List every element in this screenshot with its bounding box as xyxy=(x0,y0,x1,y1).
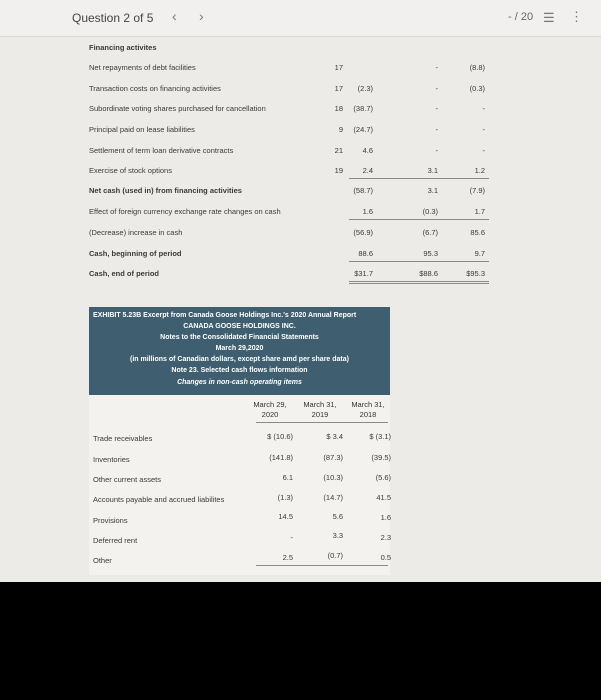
value-2020: 2.4 xyxy=(362,166,373,175)
row-label: Subordinate voting shares purchased for cancellation xyxy=(89,104,266,113)
total-double-rule xyxy=(349,283,489,284)
row-label: Transaction costs on financing activities xyxy=(89,84,221,93)
value-2019: $88.6 xyxy=(419,269,438,278)
row-label: Settlement of term loan derivative contracts xyxy=(89,146,234,155)
value-2019: 5.6 xyxy=(332,512,343,521)
previous-question-icon[interactable]: ‹ xyxy=(172,8,177,24)
value-2020: 1.6 xyxy=(362,207,373,216)
header-date: March 29, xyxy=(253,400,287,409)
value-2019: 3.1 xyxy=(427,166,438,175)
row-label: Other xyxy=(93,556,112,565)
row-label: Net repayments of debt facilities xyxy=(89,63,196,72)
column-header xyxy=(248,400,292,420)
value-2018: 0.5 xyxy=(380,553,391,562)
value-2019: - xyxy=(435,63,438,72)
value-2019: (10.3) xyxy=(323,473,343,482)
more-options-icon[interactable]: ⋮ xyxy=(570,9,583,24)
value-2020: 88.6 xyxy=(358,249,373,258)
header-date: March 31, xyxy=(351,400,385,409)
row-label: Cash, end of period xyxy=(89,269,160,278)
value-2018: 2.3 xyxy=(380,533,391,542)
value-2020: 14.5 xyxy=(278,512,293,521)
value-2019: (0.3) xyxy=(422,207,438,216)
value-2020: 2.5 xyxy=(282,553,293,562)
row-label: (Decrease) increase in cash xyxy=(89,228,183,237)
value-2020: (24.7) xyxy=(353,125,373,134)
value-2020: (141.8) xyxy=(269,453,293,462)
row-label: Deferred rent xyxy=(93,536,138,545)
value-2018: (8.8) xyxy=(469,63,485,72)
financing-section-heading: Financing activites xyxy=(89,43,157,52)
row-label: Other current assets xyxy=(93,475,161,484)
subtotal-rule xyxy=(349,219,489,220)
value-2019: $ 3.4 xyxy=(326,432,343,441)
value-2020: (1.3) xyxy=(277,493,293,502)
value-2019: - xyxy=(435,125,438,134)
score-indicator: - / 20 xyxy=(508,11,534,23)
note-ref: 19 xyxy=(334,166,343,175)
value-2020: (56.9) xyxy=(353,228,373,237)
question-title: Question 2 of 5 xyxy=(72,11,154,25)
header-year: 2020 xyxy=(261,410,279,419)
value-2019: - xyxy=(435,146,438,155)
note-title: Note 23. Selected cash flows information xyxy=(171,367,308,374)
row-label: Principal paid on lease liabilities xyxy=(89,125,195,134)
value-2018: (39.5) xyxy=(371,453,391,462)
total-rule xyxy=(256,565,388,566)
column-header xyxy=(346,400,390,420)
row-label: Trade receivables xyxy=(93,434,153,443)
value-2020: (38.7) xyxy=(353,104,373,113)
table-caption: Changes in non-cash operating items xyxy=(177,379,302,386)
note-ref: 9 xyxy=(338,125,343,134)
value-2018: 9.7 xyxy=(474,249,485,258)
column-header xyxy=(298,400,342,420)
row-label: Effect of foreign currency exchange rate changes on cash xyxy=(89,207,281,216)
value-2020: - xyxy=(290,533,293,542)
value-2018: (7.9) xyxy=(469,186,485,195)
value-2019: (87.3) xyxy=(323,453,343,462)
header-year: 2018 xyxy=(359,410,377,419)
units-note: (in millions of Canadian dollars, except share amd per share data) xyxy=(129,356,349,363)
row-label: Provisions xyxy=(93,516,128,525)
value-2020: 4.6 xyxy=(362,146,373,155)
value-2018: 41.5 xyxy=(376,493,391,502)
row-label: Cash, beginning of period xyxy=(89,249,182,258)
header-date: March 31, xyxy=(303,400,337,409)
exhibit-title: EXHIBIT 5.23B Excerpt from Canada Goose Holdings Inc.'s 2020 Annual Report xyxy=(93,312,357,319)
value-2019: - xyxy=(435,104,438,113)
statement-date: March 29,2020 xyxy=(215,345,264,352)
exhibit-header xyxy=(89,307,390,395)
value-2018: $ (3.1) xyxy=(369,432,391,441)
subtotal-rule xyxy=(349,178,489,179)
subtotal-rule xyxy=(349,261,489,262)
value-2019: 3.3 xyxy=(332,531,343,540)
notes-title: Notes to the Consolidated Financial Statements xyxy=(160,334,319,341)
total-double-rule xyxy=(349,281,489,282)
value-2019: (0.7) xyxy=(327,551,343,560)
value-2020: (58.7) xyxy=(353,186,373,195)
value-2020: 6.1 xyxy=(282,473,293,482)
company-name: CANADA GOOSE HOLDINGS INC. xyxy=(183,323,296,330)
value-2018: - xyxy=(482,104,485,113)
value-2018: 1.2 xyxy=(474,166,485,175)
value-2019: - xyxy=(435,84,438,93)
note-ref: 17 xyxy=(334,63,343,72)
row-label: Accounts payable and accrued liabilites xyxy=(93,495,225,504)
header-rule xyxy=(256,422,388,423)
value-2020: $31.7 xyxy=(354,269,373,278)
note-ref: 18 xyxy=(334,104,343,113)
value-2018: 85.6 xyxy=(470,228,485,237)
value-2018: (0.3) xyxy=(469,84,485,93)
value-2020: (2.3) xyxy=(357,84,373,93)
value-2018: (5.6) xyxy=(375,473,391,482)
value-2019: 3.1 xyxy=(427,186,438,195)
row-label: Exercise of stock options xyxy=(89,166,172,175)
value-2018: 1.6 xyxy=(380,513,391,522)
question-list-icon[interactable]: ☰ xyxy=(543,10,555,25)
value-2019: (6.7) xyxy=(422,228,438,237)
question-toolbar xyxy=(0,0,601,37)
row-label: Net cash (used in) from financing activities xyxy=(89,186,242,195)
value-2018: - xyxy=(482,125,485,134)
value-2020: $ (10.6) xyxy=(267,432,293,441)
row-label: Inventories xyxy=(93,455,130,464)
note-ref: 17 xyxy=(334,84,343,93)
value-2018: - xyxy=(482,146,485,155)
note-ref: 21 xyxy=(334,146,343,155)
value-2018: $95.3 xyxy=(466,269,485,278)
value-2018: 1.7 xyxy=(474,207,485,216)
header-year: 2019 xyxy=(311,410,329,419)
value-2019: (14.7) xyxy=(323,493,343,502)
next-question-icon[interactable]: › xyxy=(199,8,204,24)
value-2019: 95.3 xyxy=(423,249,438,258)
